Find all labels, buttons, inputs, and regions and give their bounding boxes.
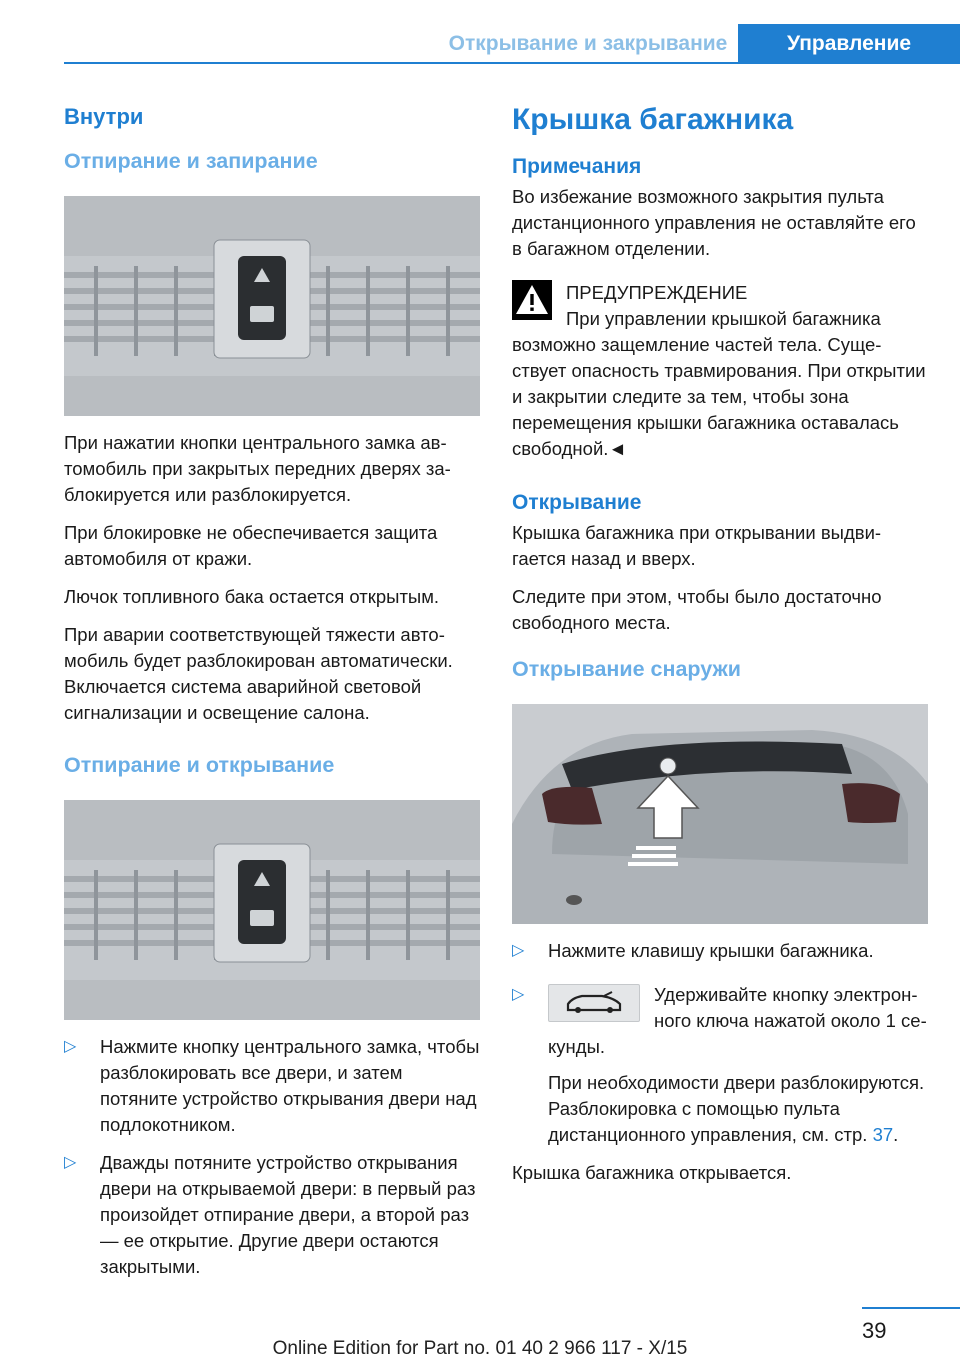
warning-text: При управлении крышкой багажника возможно защемление частей тела. Существует опасность травмирования. При открытии и закрытии следите за тем, чтобы зона перемещения крышки багажника оставалась свободной.◄	[512, 308, 926, 459]
page-number: 39	[862, 1318, 887, 1343]
triangle-right-icon: ▷	[512, 942, 525, 959]
central-lock-button-image	[64, 196, 480, 416]
paragraph-lock-info: При нажатии кнопки центрального замка автомобиль при закрытых передних дверях заблокируется или разблокируется.	[64, 432, 451, 505]
step-continuation-end: .	[893, 1124, 899, 1145]
step-continuation	[548, 1070, 928, 1148]
page-number-rule	[862, 1307, 960, 1309]
step-text: Дважды потяните устройство открывания двери на открываемой двери: в первый раз произойдет отпирание двери, а второй раз — ее открытие. Другие двери остаются закрытыми.	[100, 1152, 476, 1277]
paragraph-opening-2: Следите при этом, чтобы было достаточно свободного места.	[512, 586, 882, 633]
triangle-right-icon: ▷	[64, 1154, 77, 1171]
triangle-right-icon: ▷	[512, 986, 525, 1003]
trunk-lid-image	[512, 704, 928, 924]
warning-icon	[512, 280, 552, 320]
page-reference-link[interactable]: 37	[872, 1124, 894, 1145]
heading-unlock-open: Отпирание и открывание	[64, 753, 335, 777]
paragraph-notes: Во избежание возможного закрытия пульта дистанционного управления не оставляйте его в багажном отделении.	[512, 186, 916, 259]
list-item	[512, 982, 928, 1148]
unlock-open-steps	[64, 1034, 482, 1280]
heading-open-outside: Открывание снаружи	[512, 657, 741, 681]
list-item	[64, 1034, 482, 1138]
paragraph-opening-1: Крышка багажника при открывании выдвигается назад и вверх.	[512, 522, 882, 569]
heading-notes: Примечания	[512, 155, 642, 178]
warning-title: ПРЕДУПРЕЖДЕНИЕ	[566, 282, 748, 303]
page-title: Крышка багажника	[512, 103, 794, 136]
central-lock-button-image-2	[64, 800, 480, 1020]
paragraph-trunk-opens: Крышка багажника открывается.	[512, 1162, 792, 1183]
step-text: Нажмите клавишу крышки багажника.	[548, 940, 874, 961]
paragraph-accident: При аварии соответствующей тяжести автомобиль будет разблокирован автоматически. Включается система аварийной световой сигнализации и освещение салона.	[64, 624, 453, 723]
header-section-title: Открывание и закрывание	[448, 32, 728, 55]
left-column	[64, 104, 482, 1292]
step-text: Удерживайте кнопку электронного ключа нажатой около 1 секунды.	[548, 984, 927, 1057]
header-chapter-tab: Управление	[738, 24, 960, 64]
heading-inside: Внутри	[64, 104, 144, 129]
list-item	[64, 1150, 482, 1280]
footer-edition: Online Edition for Part no. 01 40 2 966 117 - X/15	[272, 1338, 688, 1359]
heading-opening: Открывание	[512, 491, 642, 514]
paragraph-theft-info: При блокировке не обеспечивается защита автомобиля от кражи.	[64, 522, 438, 569]
triangle-right-icon: ▷	[64, 1038, 77, 1055]
list-item	[512, 938, 928, 964]
open-outside-steps	[512, 938, 928, 1148]
car-trunk-key-icon	[548, 984, 640, 1022]
heading-unlock-lock: Отпирание и запирание	[64, 149, 318, 173]
paragraph-fuel-flap: Лючок топливного бака остается открытым.	[64, 586, 440, 607]
step-text: Нажмите кнопку центрального замка, чтобы разблокировать все двери, и затем потяните устройство открывания двери над подлокотником.	[100, 1036, 480, 1135]
step-continuation-text: При необходимости двери разблокируются. Разблокировка с помощью пульта дистанционного управления, см. стр.	[548, 1072, 925, 1145]
header-rule	[64, 62, 960, 64]
right-column	[512, 102, 928, 1198]
